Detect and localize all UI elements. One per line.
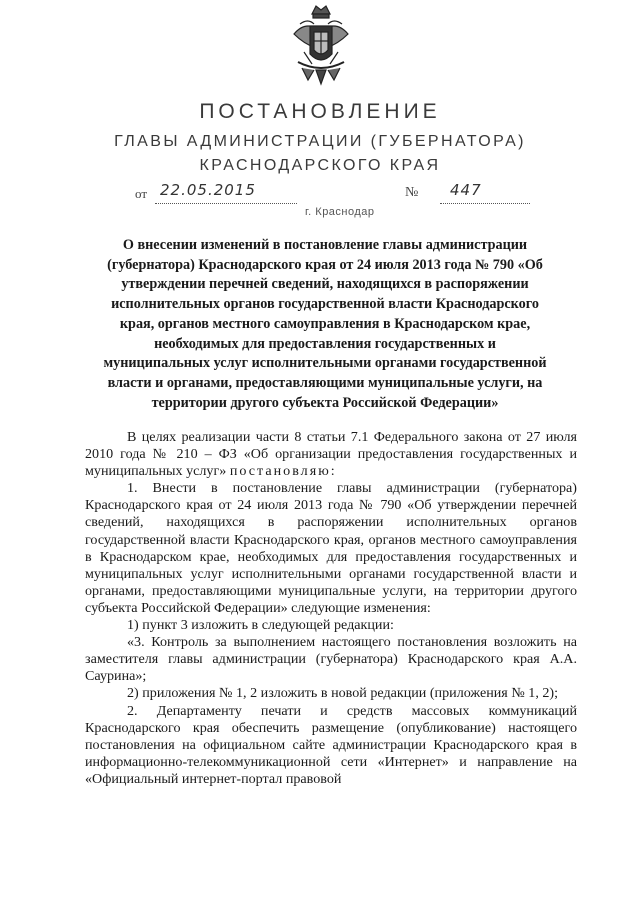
paragraph-item-1: 1. Внести в постановление главы администрации (губернатора) Краснодарского края от 24 июля 2013 года № 790 «Об утверждении перечней сведений, находящихся в распоряжении исполнительных органов государственной власти Краснодарского края, органов местного самоуправления в Краснодарском крае, необходимых для предоставления государственных и муниципальных услуг исполнительными органами государственной власти и органами, предоставляющими муниципальные услуги, на территории другого субъекта Российской Федерации» следующие изменения: [85,480,577,616]
preamble-text: В целях реализации части 8 статьи 7.1 Федерального закона от 27 июля 2010 года № 210 – ФЗ «Об организации предоставления государственных и муниципальных услуг» [85,429,577,480]
region-heading: КРАСНОДАРСКОГО КРАЯ [199,157,441,174]
document-body [85,429,577,788]
city-label: г. Краснодар [305,206,375,218]
date-underline [155,203,297,204]
handwritten-number: 447 [450,181,482,199]
preamble-resolution-word: постановляю: [229,463,337,480]
number-label: № [405,185,419,200]
issuer-heading: ГЛАВЫ АДМИНИСТРАЦИИ (ГУБЕРНАТОРА) [114,133,526,150]
coat-of-arms-emblem [290,4,352,88]
paragraph-subitem-1: 1) пункт 3 изложить в следующей редакции: [127,617,394,634]
paragraph-preamble [85,429,577,480]
handwritten-date: 22.05.2015 [160,181,256,199]
number-underline [440,203,530,204]
document-type-heading: ПОСТАНОВЛЕНИЕ [199,100,441,123]
paragraph-quoted-clause: «3. Контроль за выполнением настоящего постановления возложить на заместителя главы администрации (губернатора) Краснодарского края А.А. Саурина»; [85,634,577,685]
paragraph-item-2: 2. Департаменту печати и средств массовых коммуникаций Краснодарского края обеспечить размещение (опубликование) настоящего постановления на официальном сайте администрации Краснодарского края в информационно-телекоммуникационной сети «Интернет» и направление на «Официальный интернет-портал правовой [85,702,577,787]
date-label: от [135,186,148,201]
document-title: О внесении изменений в постановление главы администрации (губернатора) Краснодарского края от 24 июля 2013 года № 790 «Об утверждении перечней сведений, находящихся в распоряжении исполнительных органов государственной власти Краснодарского края, органов местного самоуправления в Краснодарском крае, необходимых для предоставления государственных и муниципальных услуг исполнительными органами государственной власти и органами, предоставляющими муниципальные услуги, на территории другого субъекта Российской Федерации» [103,237,547,411]
paragraph-subitem-2: 2) приложения № 1, 2 изложить в новой редакции (приложения № 1, 2); [127,685,559,702]
